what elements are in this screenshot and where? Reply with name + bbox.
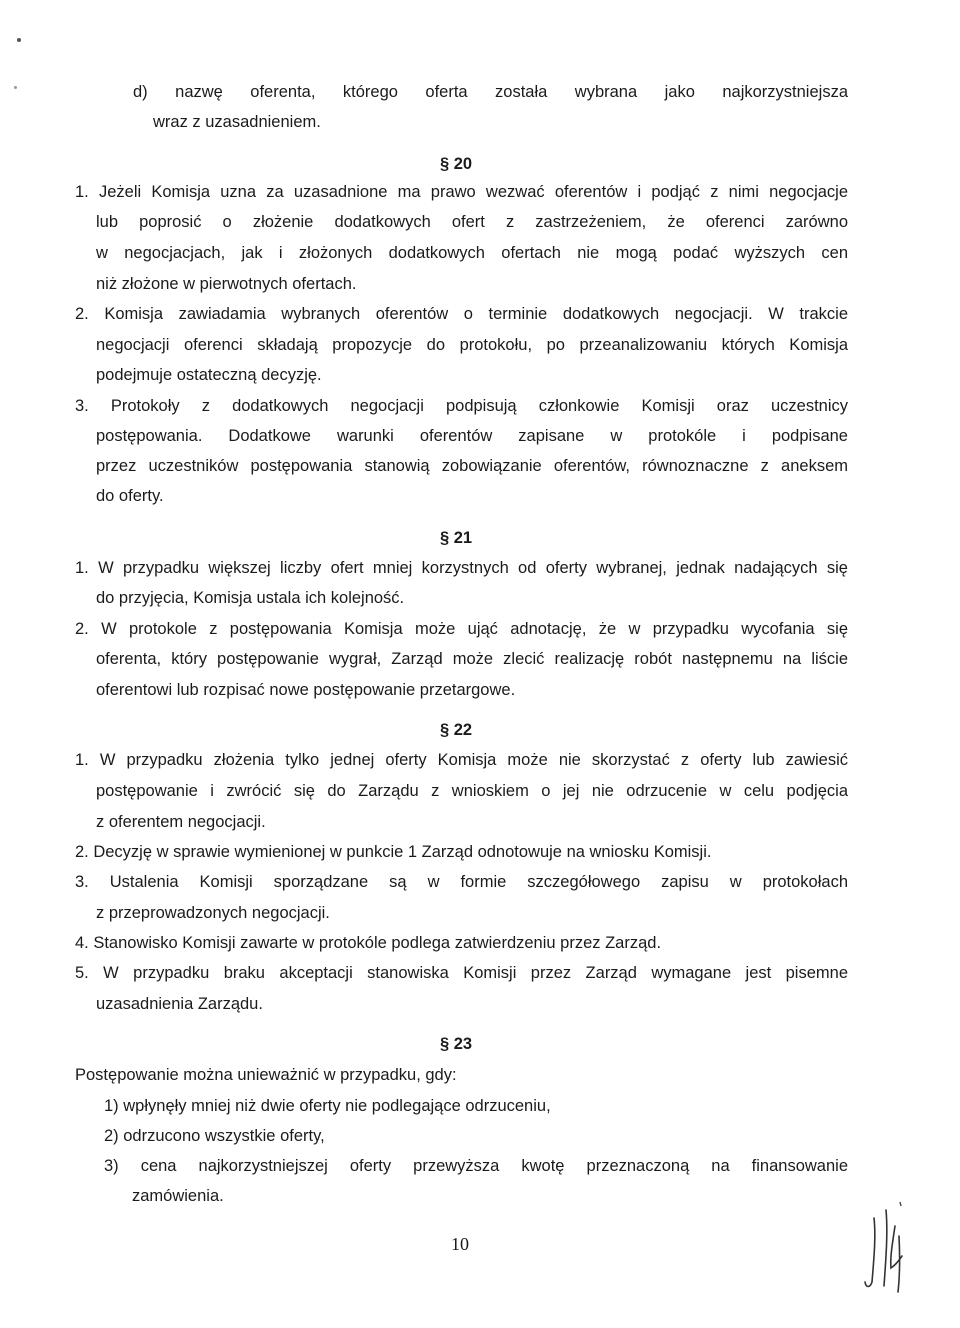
text-line: w negocjacjach, jak i złożonych dodatkowych ofertach nie mogą podać wyższych cen: [96, 244, 848, 262]
text-line: 2) odrzucono wszystkie oferty,: [104, 1127, 325, 1145]
text-line: oferentowi lub rozpisać nowe postępowanie przetargowe.: [96, 681, 516, 699]
text-line: niż złożone w pierwotnych ofertach.: [96, 275, 357, 293]
text-line: negocjacji oferenci składają propozycje do protokołu, po przeanalizowaniu których Komisja: [96, 336, 848, 354]
text-line: postępowanie i zwrócić się do Zarządu z wnioskiem o jej nie odrzucenie w celu podjęcia: [96, 782, 848, 800]
text-line: 1. Jeżeli Komisja uzna za uzasadnione ma prawo wezwać oferentów i podjąć z nimi negocjacje: [75, 183, 848, 201]
text-line: do oferty.: [96, 487, 164, 505]
text-line: z oferentem negocjacji.: [96, 813, 266, 831]
text-line: 2. W protokole z postępowania Komisja może ująć adnotację, że w przypadku wycofania się: [75, 620, 848, 638]
text-line: 1. W przypadku większej liczby ofert mniej korzystnych od oferty wybranej, jednak nadających się: [75, 559, 848, 577]
text-line: 2. Komisja zawiadamia wybranych oferentów o terminie dodatkowych negocjacji. W trakcie: [75, 305, 848, 323]
text-line: Postępowanie można unieważnić w przypadku, gdy:: [75, 1066, 457, 1084]
page-number: 10: [451, 1234, 469, 1254]
text-line: zamówienia.: [132, 1187, 224, 1205]
text-line: uzasadnienia Zarządu.: [96, 995, 263, 1013]
section-heading: § 22: [440, 721, 473, 739]
handwritten-initials: [862, 1196, 912, 1296]
text-line: z przeprowadzonych negocjacji.: [96, 904, 330, 922]
text-line: oferenta, który postępowanie wygrał, Zarząd może zlecić realizację robót następnemu na liście: [96, 650, 848, 668]
section-heading: § 23: [440, 1035, 473, 1053]
text-line: 1. W przypadku złożenia tylko jednej oferty Komisja może nie skorzystać z oferty lub zawiesić: [75, 751, 848, 769]
text-line: 4. Stanowisko Komisji zawarte w protokóle podlega zatwierdzeniu przez Zarząd.: [75, 934, 662, 952]
text-line: postępowania. Dodatkowe warunki oferentów zapisane w protokóle i podpisane: [96, 427, 848, 445]
text-line: d) nazwę oferenta, którego oferta została wybrana jako najkorzystniejsza: [133, 83, 848, 101]
text-line: 3. Protokoły z dodatkowych negocjacji podpisują członkowie Komisji oraz uczestnicy: [75, 397, 848, 415]
text-line: 3. Ustalenia Komisji sporządzane są w formie szczegółowego zapisu w protokołach: [75, 873, 848, 891]
scan-speck: [17, 38, 21, 42]
text-line: 2. Decyzję w sprawie wymienionej w punkcie 1 Zarząd odnotowuje na wniosku Komisji.: [75, 843, 712, 861]
scan-speck: [14, 86, 17, 89]
text-line: 5. W przypadku braku akceptacji stanowiska Komisji przez Zarząd wymagane jest pisemne: [75, 964, 848, 982]
text-line: przez uczestników postępowania stanowią zobowiązanie oferentów, równoznaczne z aneksem: [96, 457, 848, 475]
text-line: podejmuje ostateczną decyzję.: [96, 366, 322, 384]
text-line: wraz z uzasadnieniem.: [153, 113, 321, 131]
text-line: do przyjęcia, Komisja ustala ich kolejność.: [96, 589, 405, 607]
text-line: 1) wpłynęły mniej niż dwie oferty nie podlegające odrzuceniu,: [104, 1097, 551, 1115]
text-line: lub poprosić o złożenie dodatkowych ofert z zastrzeżeniem, że oferenci zarówno: [96, 213, 848, 231]
section-heading: § 20: [440, 155, 473, 173]
section-heading: § 21: [440, 529, 473, 547]
text-line: 3) cena najkorzystniejszej oferty przewyższa kwotę przeznaczoną na finansowanie: [104, 1157, 848, 1175]
